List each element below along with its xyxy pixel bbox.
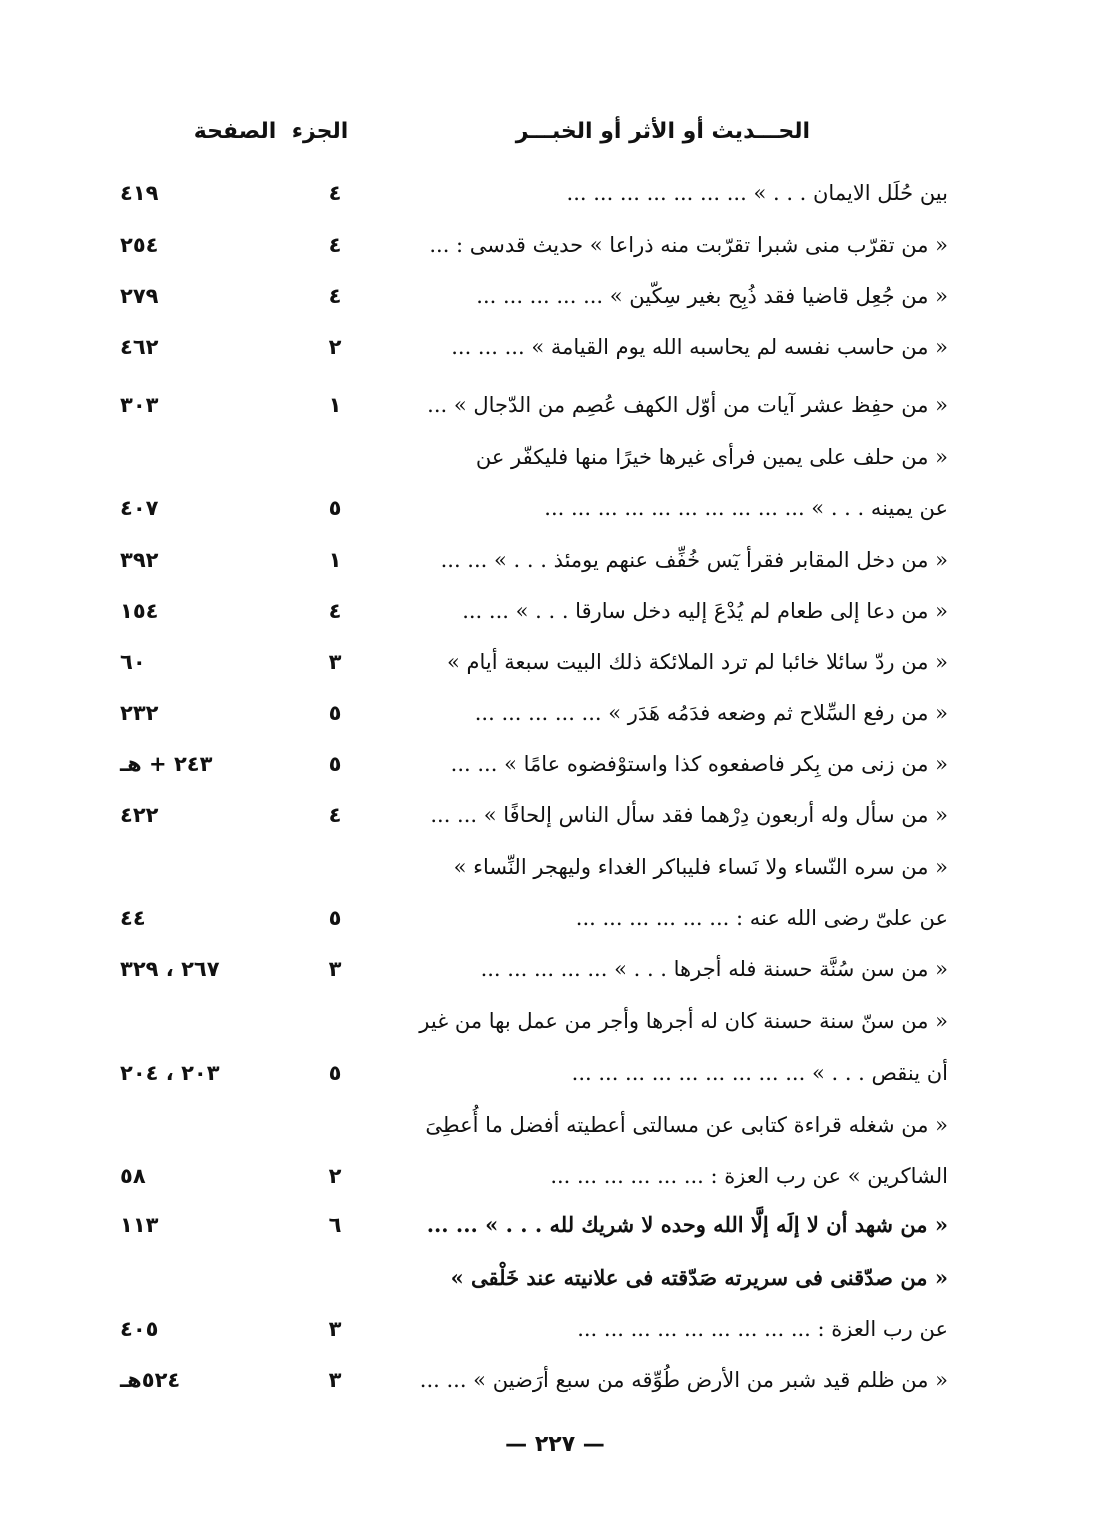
hadith-text: « من سره النّساء ولا نَساء فليباكر الغداء وليهجر النِّساء » [453,855,948,879]
index-row [0,842,1109,892]
index-row [0,1253,1109,1303]
hadith-text: « من شغله قراءة كتابى عن مسالتى أعطيته أفضل ما أُعطِىَ [425,1113,948,1137]
hadith-text: عن رب العزة : ... ... ... ... ... ... ... ... ... [577,1317,948,1341]
part-number: ٤ [328,233,342,257]
hadith-text: « من سنّ سنة حسنة كان له أجرها وأجر من عمل بها من غير [419,1009,948,1033]
index-row [0,637,1109,687]
hadith-text: « من ردّ سائلا خائبا لم ترد الملائكة ذلك البيت سبعة أيام » [447,650,948,674]
hadith-text: « من حلف على يمين فرأى غيرها خيرًا منها فليكفّر عن [475,445,948,469]
page-ref: ٤٤ [120,906,146,930]
hadith-text: عن يمينه . . . » ... ... ... ... ... ... ... ... ... ... [544,496,948,520]
index-row [0,1304,1109,1354]
index-row [0,380,1109,430]
part-number: ١ [328,548,342,572]
part-number: ٥ [328,496,342,520]
hadith-text: « من جُعِل قاضيا فقد ذُبِح بغير سِكّين » ... ... ... ... ... [476,284,948,308]
page-ref: ٢٥٤ [120,233,159,257]
page-ref: ١٥٤ [120,599,159,623]
page-ref: ٤٠٧ [120,496,159,520]
page-ref: ٢٣٢ [120,701,159,725]
part-number: ٣ [328,650,342,674]
page-ref: ٢٠٣ ، ٢٠٤ [120,1061,220,1085]
page-ref [120,1253,280,1303]
part-number: ٣ [328,1368,342,1392]
hadith-text: « من تقرّب منى شبرا تقرّبت منه ذراعا » حديث قدسى : ... [429,233,948,257]
part-number [305,1253,365,1303]
hadith-text: عن علىّ رضى الله عنه : ... ... ... ... ... ... [575,906,948,930]
index-row [0,790,1109,840]
part-number: ٤ [328,284,342,308]
index-row [0,893,1109,943]
hadith-text: « من دخل المقابر فقرأ يٓس خُفِّف عنهم يومئذ . . . » ... ... [440,548,948,572]
index-row [0,483,1109,533]
index-row [0,271,1109,321]
page-ref: ١١٣ [120,1213,159,1237]
index-row [0,944,1109,994]
part-number: ٣ [328,1317,342,1341]
index-row [0,432,1109,482]
hadith-text: « من حاسب نفسه لم يحاسبه الله يوم القيامة » ... ... ... [451,335,948,359]
part-number: ٤ [328,181,342,205]
part-number: ٥ [328,701,342,725]
part-number [305,1100,365,1150]
page-ref: ٤١٩ [120,181,159,205]
page-ref: ٤٦٢ [120,335,159,359]
part-number [305,842,365,892]
page-ref [120,432,280,482]
hadith-text: « من دعا إلى طعام لم يُدْعَ إليه دخل سارقا . . . » ... ... [462,599,948,623]
page-ref [120,1100,280,1150]
page-ref: ٣٩٢ [120,548,159,572]
part-number: ٥ [328,752,342,776]
hadith-text: « من زنى من بِكر فاصفعوه كذا واستوْفضوه عامًا » ... ... [450,752,948,776]
index-row [0,586,1109,636]
index-row [0,1048,1109,1098]
page-ref [120,996,280,1046]
index-row [0,688,1109,738]
hadith-text: « من رفع السِّلاح ثم وضعه فدَمُه هَدَر » ... ... ... ... ... [474,701,948,725]
part-number: ١ [328,393,342,417]
hadith-text: « من ظلم قيد شبر من الأرض طُوِّقه من سبع أرَضين » ... ... [419,1368,948,1392]
page-ref: ٤٢٢ [120,803,159,827]
hadith-text: الشاكرين » عن رب العزة : ... ... ... ... ... ... [550,1164,948,1188]
header-hadith-column: الحـــديث أو الأثر أو الخبـــر [515,119,810,144]
part-number: ٣ [328,957,342,981]
part-number [305,432,365,482]
index-row [0,1200,1109,1250]
part-number: ٤ [328,599,342,623]
part-number [305,996,365,1046]
page-ref: ٦٠ [120,650,146,674]
index-row [0,322,1109,372]
index-row [0,168,1109,218]
part-number: ٤ [328,803,342,827]
index-row [0,535,1109,585]
page-ref: ٢٧٩ [120,284,159,308]
hadith-text: « من سن سُنَّة حسنة فله أجرها . . . » ... ... ... ... ... [480,957,948,981]
index-row [0,220,1109,270]
index-row [0,1151,1109,1201]
hadith-text: بين حُلَل الايمان . . . » ... ... ... ... ... ... ... [566,181,948,205]
page-ref: ٣٠٣ [120,393,159,417]
hadith-text: أن ينقص . . . » ... ... ... ... ... ... ... ... ... [571,1061,948,1085]
part-number: ٥ [328,906,342,930]
hadith-text: « من سأل وله أربعون دِرْهما فقد سأل الناس إلحافًا » ... ... [430,803,948,827]
part-number: ٥ [328,1061,342,1085]
index-row [0,1355,1109,1405]
hadith-text: « من حفِظ عشر آيات من أوّل الكهف عُصِم من الدّجال » ... [427,393,948,417]
page-ref: ٢٦٧ ، ٣٢٩ [120,957,220,981]
header-page-column: الصفحة [193,119,277,144]
part-number: ٦ [328,1213,342,1237]
index-row [0,996,1109,1046]
page-ref [120,842,280,892]
page-ref: ٥٢٤هـ [120,1368,181,1392]
page-number: — ٢٢٧ — [505,1432,605,1457]
hadith-text: « من صدّقنى فى سريرته صَدّقته فى علانيته عند خَلْقى » [450,1265,948,1290]
page-ref: ٤٠٥ [120,1317,159,1341]
page-ref: ٥٨ [120,1164,146,1188]
part-number: ٢ [328,1164,342,1188]
index-row [0,739,1109,789]
part-number: ٢ [328,335,342,359]
hadith-text: « من شهد أن لا إلَه إلَّا الله وحده لا شريك لله . . . » ... ... [426,1212,948,1237]
page-ref: ٢٤٣ + هـ [120,752,213,776]
header-part-column: الجزء [291,119,349,144]
index-row [0,1100,1109,1150]
